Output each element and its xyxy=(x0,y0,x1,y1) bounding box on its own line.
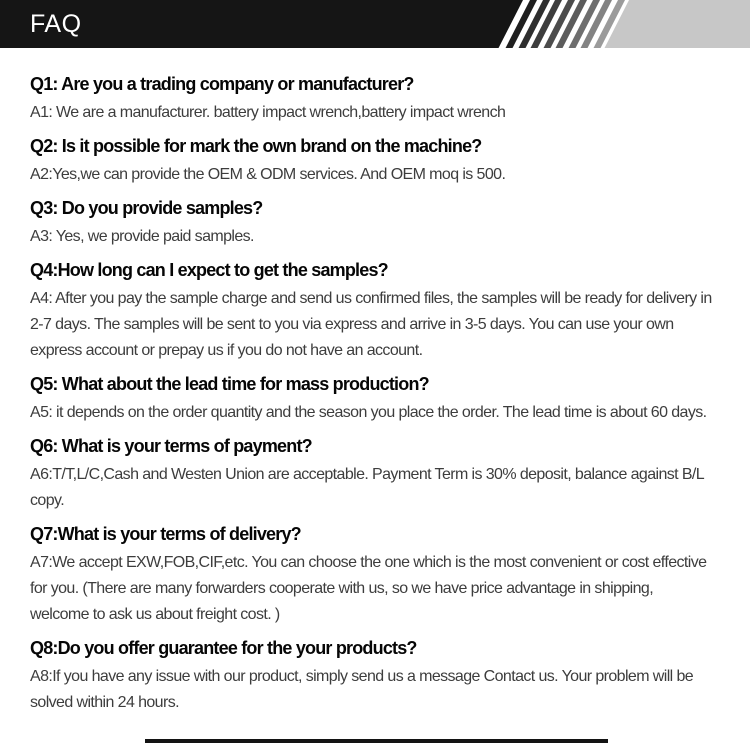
faq-question: Q2: Is it possible for mark the own brand on the machine? xyxy=(30,136,482,156)
faq-item xyxy=(30,373,714,426)
faq-answer: A4: After you pay the sample charge and send us confirmed files, the samples will be ready for delivery in 2-7 days. The samples will be sent to you via express and arrive in 3-5 days. You can use your own express account or prepay us if you do not have an account. xyxy=(30,290,712,359)
faq-item xyxy=(30,73,714,126)
faq-answer: A8:If you have any issue with our product, simply send us a message Contact us. Your problem will be solved within 24 hours. xyxy=(30,668,694,711)
faq-answer: A3: Yes, we provide paid samples. xyxy=(30,228,254,245)
faq-question: Q4:How long can I expect to get the samples? xyxy=(30,260,388,280)
faq-item xyxy=(30,197,714,250)
faq-item xyxy=(30,135,714,188)
faq-list xyxy=(0,48,750,716)
faq-answer: A6:T/T,L/C,Cash and Westen Union are acceptable. Payment Term is 30% deposit, balance against B/L copy. xyxy=(30,466,704,509)
faq-item xyxy=(30,435,714,514)
section-title: FAQ xyxy=(30,9,82,38)
faq-answer: A1: We are a manufacturer. battery impact wrench,battery impact wrench xyxy=(30,104,506,121)
faq-answer: A5: it depends on the order quantity and the season you place the order. The lead time is about 60 days. xyxy=(30,404,707,421)
faq-question: Q1: Are you a trading company or manufacturer? xyxy=(30,74,414,94)
section-header xyxy=(0,0,750,48)
faq-question: Q8:Do you offer guarantee for the your products? xyxy=(30,638,417,658)
faq-item xyxy=(30,637,714,716)
faq-answer: A7:We accept EXW,FOB,CIF,etc. You can choose the one which is the most convenient or cost effective for you. (There are many forwarders cooperate with us, so we have price advantage in shipping, welcome to ask us about freight cost. ) xyxy=(30,554,707,623)
faq-question: Q3: Do you provide samples? xyxy=(30,198,263,218)
faq-question: Q5: What about the lead time for mass production? xyxy=(30,374,429,394)
faq-item xyxy=(30,523,714,628)
header-gray-panel xyxy=(605,0,750,48)
faq-answer: A2:Yes,we can provide the OEM & ODM services. And OEM moq is 500. xyxy=(30,166,506,183)
faq-question: Q7:What is your terms of delivery? xyxy=(30,524,301,544)
faq-item xyxy=(30,259,714,364)
faq-question: Q6: What is your terms of payment? xyxy=(30,436,312,456)
next-section-bar-edge xyxy=(145,739,608,743)
